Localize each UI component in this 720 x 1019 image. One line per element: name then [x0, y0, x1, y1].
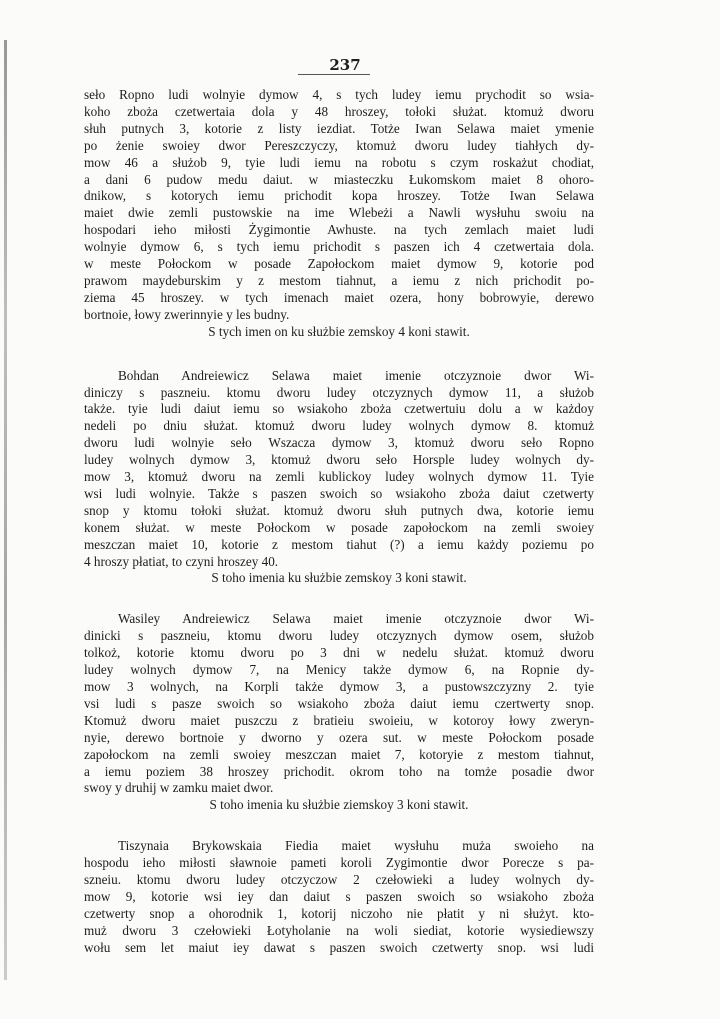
- text-line: diniczy s paszneiu. ktomu dworu ludey otczyznych dymow 11, a służob: [84, 384, 594, 400]
- entry-bohdan-andreiewicz: [84, 368, 594, 588]
- text-line: mow 46 a służob 9, tyie ludi iemu na robotu s czym roskażut chodiat,: [84, 154, 594, 170]
- entry-selawa-ivan: [84, 87, 594, 341]
- text-line: muż dworu 3 czełowieki Łotyholanie na woli siediat, kotorie wysiediewszy: [84, 922, 594, 938]
- entry-heading-line: Bohdan Andreiewicz Selawa maiet imenie otczyznoie dwor Wi-: [118, 367, 594, 383]
- page-number-rule: [298, 74, 370, 75]
- text-line: mow 3 wolnych, na Korpli także dymow 3, a pustowszczyzny 2. tyie: [84, 679, 594, 694]
- text-line: nedeli po dniu służat. ktomuż dworu ludey wolnych dymow 8. ktomuż: [84, 418, 594, 434]
- text-line: także. tyie ludi daiut iemu so wsiakoho zboża czetwertuiu dolu a w każdoy: [84, 401, 594, 417]
- entry-heading-line: Wasiley Andreiewicz Selawa maiet imenie otczyznoie dwor Wi-: [118, 611, 594, 627]
- text-line: meszczan maiet 10, kotorie z mestom tiahut (?) a iemu każdy poziemu po: [84, 536, 594, 552]
- text-line: tolkoż, kotorie ktomu dworu po 3 dni w nedelu służat. ktomuż dworu: [84, 645, 594, 661]
- text-line: snop y ktomu tołoki służat. ktomuż dworu słuh putnych dwa, kotorie iemu: [84, 502, 594, 518]
- text-line: 4 hroszy płatiat, to czyni hroszey 40.: [84, 553, 279, 569]
- service-summary: S toho imenia ku służbie zemskoy 3 koni stawit.: [211, 570, 467, 586]
- text-line: koho zboża czetwertaia dola y 48 hroszey, tołoki służat. ktomuż dworu: [84, 103, 594, 119]
- text-line: dnikow, s kotorych iemu prichodit kopa hroszey. Totże Iwan Selawa: [84, 188, 594, 204]
- text-line: prawom maydeburskim y z mestom tiahnut, a iemu z nich prichodit po-: [84, 272, 594, 288]
- text-line: nyie, derewo bortnoie y dworno y ozera sut. w meste Połockom posade: [84, 729, 594, 745]
- text-line: wolnyie dymow 6, s tych iemu prichodit s paszen ich 4 czetwertaia dola.: [84, 239, 594, 255]
- text-line: ziema 45 hroszey. w tych imenach maiet ozera, hony bobrowyie, derewo: [84, 289, 594, 305]
- text-line: dworu ludi wolnyie sełо Wszacza dymow 3, ktomuż dworu sełо Ropno: [84, 435, 594, 451]
- text-line: dinicki s paszneiu, ktomu dworu ludey otczyznych dymow osem, służob: [84, 628, 594, 644]
- text-line: ludey wolnych dymow 7, na Menicy także dymow 6, na Ropnie dy-: [84, 662, 594, 678]
- text-line: mow 9, kotorie wsi iey dan daiut s paszen swoich so wsiakoho zboża: [84, 888, 594, 904]
- text-line: maiet dwie zemli pustowskie na ime Wlebeżi a Nawli wysłuhu swoiu na: [84, 205, 594, 221]
- text-line: czetwerty snop a ohorodnik 1, kotorij niczoho nie płatit y ni służyt. kto-: [84, 905, 594, 921]
- text-line: hospodu ieho miłosti sławnoie pameti koroli Zygimontie dwor Porecze s pa-: [84, 855, 594, 871]
- text-line: ludey wolnych dymow 3, ktomuż dworu sełо Horsple ludey wolnych dy-: [84, 452, 594, 468]
- page-number: 237: [329, 56, 361, 74]
- text-line: hospodari ieho miłosti Żygimontie Awhuste. na tych zemlach maiet ludi: [84, 222, 594, 238]
- text-line: zapołockom na zemli swoiey meszczan maiet 7, kotoryie z mestom tiahnut,: [84, 746, 594, 762]
- text-line: swoy y druhij w zamku maiet dwor.: [84, 780, 274, 796]
- service-summary: S tych imen on ku służbie zemskoy 4 koni stawit.: [208, 323, 470, 339]
- text-line: w meste Połockom w posade Zapołockom maiet dymow 9, kotorie pod: [84, 256, 594, 272]
- text-line: bortnoie, łowy zwerinnyie y les budny.: [84, 306, 290, 322]
- text-line: mow 3, ktomuż dworu na zemli kublickoy ludey wolnych dymow 11. Tyie: [84, 469, 594, 485]
- scan-edge: [4, 40, 7, 980]
- service-summary: S toho imenia ku służbie ziemskoy 3 koni stawit.: [209, 797, 469, 813]
- text-line: szneiu. ktomu dworu ludey otczyczow 2 czełowieki a ludey wolnych dy-: [84, 872, 594, 888]
- text-line: vsi ludi s pasze swoich so wsiakoho zboża daiut iemu czertwerty snop.: [84, 695, 594, 711]
- text-line: konem służat. w meste Połockom w posade zapołockom na zemli swoiey: [84, 519, 594, 535]
- text-line: wsi ludi wolnyie. Także s paszen swoich so wsiakoho zboża daiut czetwerty: [84, 485, 594, 501]
- text-line: sełо Ropno ludi wolnyie dymow 4, s tych ludey iemu prychodit so wsia-: [84, 87, 594, 102]
- text-line: wołu sem let maiut iey dawat s paszen swoich czetwerty snop. wsi ludi: [84, 939, 594, 955]
- text-line: Ktomuż dworu maiet puszczu z bratieiu swoieiu, w kotoroy łowy zweryn-: [84, 712, 594, 728]
- entry-tiszynaia-brykowskaia: [84, 838, 594, 956]
- entry-wasiley-andreiewicz: [84, 611, 594, 814]
- text-line: a iemu poziem 38 hroszey prichodit. okrom toho na tomże posadie dwor: [84, 763, 594, 779]
- text-line: a dani 6 pudow medu daiut. w miasteczku Łukomskom maiet 8 ohoro-: [84, 171, 594, 187]
- page-body: [84, 87, 594, 981]
- text-line: słuh putnych 3, kotorie z listy iezdiat. Totże Iwan Selawa maiet ymenie: [84, 120, 594, 136]
- entry-heading-line: Tiszynaia Brykowskaia Fiedia maiet wysłuhu muża swoieho na: [118, 838, 594, 854]
- text-line: po żenie swoiey dwor Pereszczyczy, ktomuż dworu ludey tiahłych dy-: [84, 137, 594, 153]
